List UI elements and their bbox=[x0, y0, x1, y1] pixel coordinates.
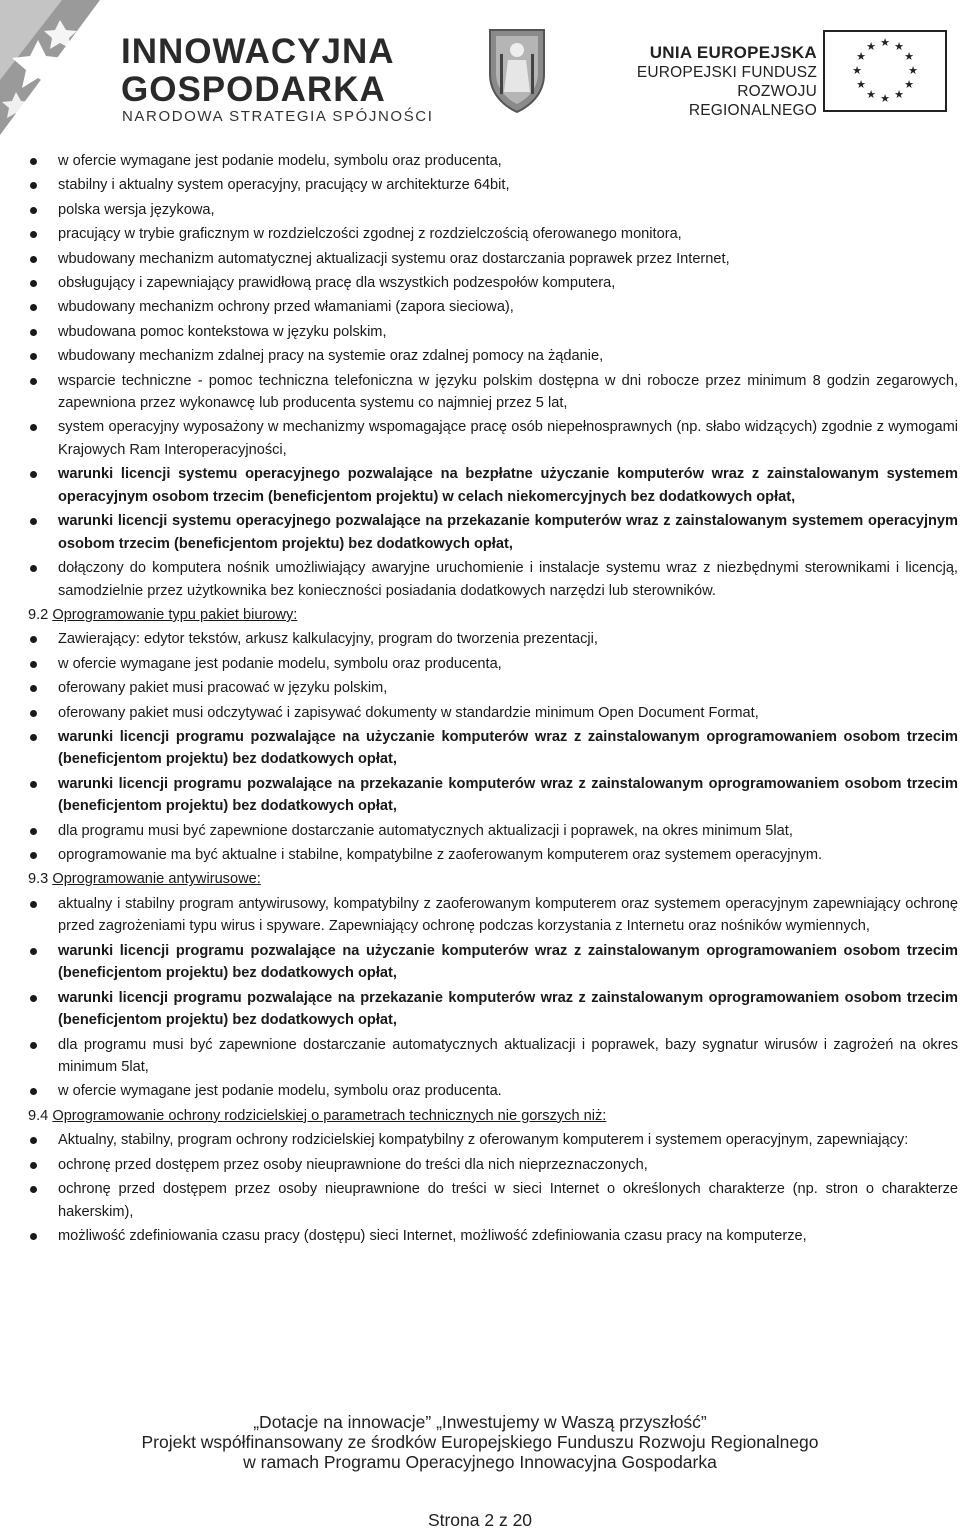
page-footer bbox=[0, 1412, 960, 1472]
section-number: 9.4 bbox=[28, 1107, 53, 1124]
page-header bbox=[0, 0, 960, 140]
eu-label-line3: ROZWOJU REGIONALNEGO bbox=[688, 83, 817, 119]
list-item: wbudowany mechanizm zdalnej pracy na systemie oraz zdalnej pomocy na żądanie, bbox=[30, 345, 958, 368]
section-9-2-heading bbox=[28, 604, 958, 627]
list-item: Aktualny, stabilny, program ochrony rodzicielskiej kompatybilny z oferowanym komputerem i systemem operacyjnym, zapewniający: bbox=[30, 1129, 958, 1152]
list-item: dla programu musi być zapewnione dostarczanie automatycznych aktualizacji i poprawek, bazy sygnatur wirusów i zagrożeń na okres minimum 5lat, bbox=[30, 1034, 958, 1079]
svg-text:★: ★ bbox=[880, 37, 890, 49]
section-number: 9.2 bbox=[28, 606, 53, 623]
antivirus-requirements-list bbox=[30, 893, 958, 1103]
ig-star-logo-icon bbox=[0, 0, 112, 135]
list-item: pracujący w trybie graficznym w rozdzielczości zgodnej z rozdzielczością oferowanego monitora, bbox=[30, 223, 958, 246]
svg-text:★: ★ bbox=[894, 89, 904, 101]
innowacyjna-gospodarka-logo bbox=[0, 0, 440, 135]
svg-text:★: ★ bbox=[866, 41, 876, 53]
list-item: stabilny i aktualny system operacyjny, pracujący w architekturze 64bit, bbox=[30, 174, 958, 197]
svg-text:★: ★ bbox=[866, 89, 876, 101]
list-item: dla programu musi być zapewnione dostarczanie automatycznych aktualizacji i poprawek, na okres minimum 5lat, bbox=[30, 820, 958, 843]
section-9-3-heading bbox=[28, 868, 958, 891]
list-item: dołączony do komputera nośnik umożliwiający awaryjne uruchomienie i instalacje systemu wraz z niezbędnymi sterownikami i licencją, samodzielnie przez użytkownika bez konieczności posiadania dodatkowych narzędzi lub sterowników. bbox=[30, 557, 958, 602]
section-title: Oprogramowanie antywirusowe: bbox=[52, 871, 261, 888]
page-number: Strona 2 z 20 bbox=[427, 1510, 533, 1530]
list-item: warunki licencji programu pozwalające na użyczanie komputerów wraz z zainstalowanym oprogramowaniem osobom trzecim (beneficjentom projektu) bez dodatkowych opłat, bbox=[30, 726, 958, 771]
parental-control-requirements-list bbox=[30, 1129, 958, 1247]
list-item: ochronę przed dostępem przez osoby nieuprawnione do treści w sieci Internet o określonych charakterze (np. stron o charakterze hakerskim), bbox=[30, 1178, 958, 1223]
eu-flag-icon bbox=[823, 30, 947, 112]
list-item: polska wersja językowa, bbox=[30, 199, 958, 222]
section-number: 9.3 bbox=[28, 871, 53, 888]
list-item: oferowany pakiet musi pracować w języku polskim, bbox=[30, 677, 958, 700]
list-item: warunki licencji systemu operacyjnego pozwalające na przekazanie komputerów wraz z zainstalowanym systemem operacyjnym osobom trzecim (beneficjentom projektu) bez dodatkowych opłat, bbox=[30, 510, 958, 555]
eu-label-line2: EUROPEJSKI FUNDUSZ bbox=[636, 64, 817, 81]
list-item: warunki licencji programu pozwalające na użyczanie komputerów wraz z zainstalowanym oprogramowaniem osobom trzecim (beneficjentom projektu) bez dodatkowych opłat, bbox=[30, 940, 958, 985]
svg-text:★: ★ bbox=[852, 65, 862, 77]
list-item: możliwość zdefiniowania czasu pracy (dostępu) sieci Internet, możliwość zdefiniowania czasu pracy na komputerze, bbox=[30, 1225, 958, 1248]
svg-text:★: ★ bbox=[856, 51, 866, 63]
list-item: w ofercie wymagane jest podanie modelu, symbolu oraz producenta, bbox=[30, 150, 958, 173]
list-item: system operacyjny wyposażony w mechanizmy wspomagające pracę osób niepełnosprawnych (np. słabo widzących) zgodnie z wymogami Krajowych Ram Interoperacyjności, bbox=[30, 416, 958, 461]
list-item: oferowany pakiet musi odczytywać i zapisywać dokumenty w standardzie minimum Open Document Format, bbox=[30, 702, 958, 725]
footer-cofinancing: Projekt współfinansowany ze środków Europejskiego Funduszu Rozwoju Regionalnego bbox=[141, 1432, 819, 1452]
section-title: Oprogramowanie ochrony rodzicielskiej o parametrach technicznych nie gorszych niż: bbox=[52, 1107, 607, 1124]
svg-text:★: ★ bbox=[880, 93, 890, 105]
logo-line-gospodarka: GOSPODARKA bbox=[121, 70, 386, 109]
list-item: warunki licencji programu pozwalające na przekazanie komputerów wraz z zainstalowanym oprogramowaniem osobom trzecim (beneficjentom projektu) bez dodatkowych opłat, bbox=[30, 773, 958, 818]
list-item: w ofercie wymagane jest podanie modelu, symbolu oraz producenta, bbox=[30, 653, 958, 676]
logo-line-strategia: NARODOWA STRATEGIA SPÓJNOŚCI bbox=[122, 108, 434, 125]
list-item: Zawierający: edytor tekstów, arkusz kalkulacyjny, program do tworzenia prezentacji, bbox=[30, 628, 958, 651]
list-item: warunki licencji systemu operacyjnego pozwalające na bezpłatne użyczanie komputerów wraz z zainstalowanym systemem operacyjnym osobom trzecim (beneficjentom projektu) w celach niekomercyjnych bez dodatkowych opłat, bbox=[30, 463, 958, 508]
list-item: wbudowany mechanizm automatycznej aktualizacji systemu oraz dostarczania poprawek przez Internet, bbox=[30, 248, 958, 271]
list-item: warunki licencji programu pozwalające na przekazanie komputerów wraz z zainstalowanym oprogramowaniem osobom trzecim (beneficjentom projektu) bez dodatkowych opłat, bbox=[30, 987, 958, 1032]
eu-label bbox=[612, 42, 817, 120]
svg-text:★: ★ bbox=[904, 51, 914, 63]
svg-text:★: ★ bbox=[904, 79, 914, 91]
svg-text:★: ★ bbox=[908, 65, 918, 77]
os-requirements-list bbox=[30, 150, 958, 602]
section-9-4-heading bbox=[28, 1105, 958, 1128]
list-item: oprogramowanie ma być aktualne i stabilne, kompatybilne z zaoferowanym komputerem oraz systemem operacyjnym. bbox=[30, 844, 958, 867]
footer-slogan: „Dotacje na innowacje” „Inwestujemy w Waszą przyszłość” bbox=[253, 1412, 707, 1432]
list-item: w ofercie wymagane jest podanie modelu, symbolu oraz producenta. bbox=[30, 1080, 958, 1103]
office-suite-requirements-list bbox=[30, 628, 958, 866]
list-item: wsparcie techniczne - pomoc techniczna telefoniczna w języku polskim dostępna w dni robocze przez minimum 8 godzin zegarowych, zapewniona przez wykonawcę lub producenta systemu co najmniej przez 5 lat, bbox=[30, 370, 958, 415]
section-title: Oprogramowanie typu pakiet biurowy: bbox=[52, 606, 298, 623]
list-item: wbudowany mechanizm ochrony przed włamaniami (zapora sieciowa), bbox=[30, 296, 958, 319]
list-item: aktualny i stabilny program antywirusowy, kompatybilny z zaoferowanym komputerem oraz systemem operacyjnym zapewniający ochronę przed zagrożeniami typu wirus i spyware. Zapewniający ochronę podczas korzystania z Internetu oraz nośników wymiennych, bbox=[30, 893, 958, 938]
list-item: obsługujący i zapewniający prawidłową pracę dla wszystkich podzespołów komputera, bbox=[30, 272, 958, 295]
svg-text:★: ★ bbox=[856, 79, 866, 91]
eu-label-line1: UNIA EUROPEJSKA bbox=[649, 43, 817, 62]
voivodeship-crest-icon bbox=[486, 26, 548, 114]
logo-line-innowacyjna: INNOWACYJNA bbox=[121, 32, 395, 71]
list-item: ochronę przed dostępem przez osoby nieuprawnione do treści dla nich nieprzeznaczonych, bbox=[30, 1154, 958, 1177]
footer-programme: w ramach Programu Operacyjnego Innowacyjna Gospodarka bbox=[243, 1452, 717, 1472]
document-body bbox=[30, 150, 958, 1249]
svg-text:★: ★ bbox=[894, 41, 904, 53]
list-item: wbudowana pomoc kontekstowa w języku polskim, bbox=[30, 321, 958, 344]
